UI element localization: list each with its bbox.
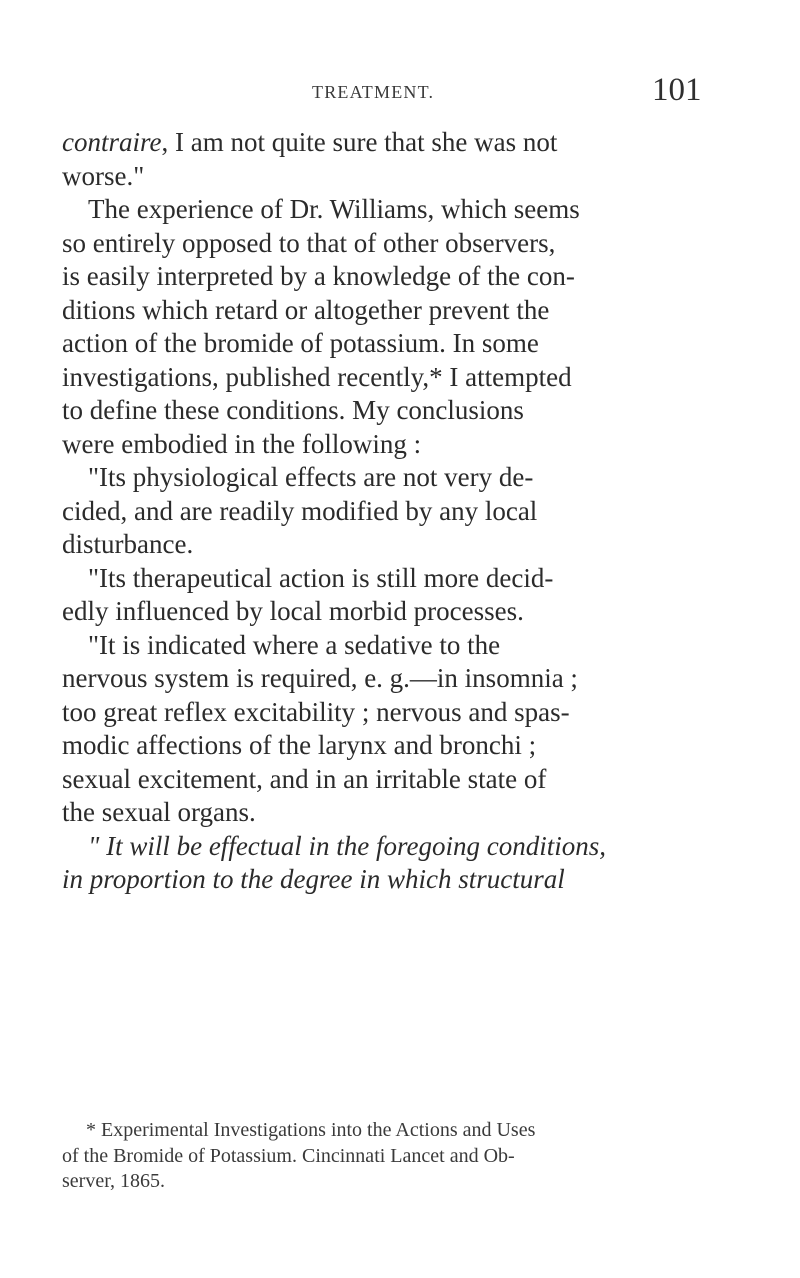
quote-line: nervous system is required, e. g.—in insomnia ; bbox=[62, 663, 578, 693]
running-head: TREATMENT. bbox=[312, 82, 435, 102]
footnote-line: * Experimental Investigations into the Actions and Uses bbox=[86, 1119, 536, 1141]
line-remainder: , I am not quite sure that she was not bbox=[161, 127, 558, 157]
text-line bbox=[62, 126, 718, 160]
quote-line: cided, and are readily modified by any local bbox=[62, 495, 538, 526]
text-line: ditions which retard or altogether prevent the bbox=[62, 294, 550, 325]
quote-line: "It is indicated where a sedative to the bbox=[88, 629, 501, 660]
italic-quote-line: " It will be effectual in the foregoing conditions, bbox=[88, 830, 607, 861]
footnote bbox=[62, 1118, 718, 1195]
quote-line: edly influenced by local morbid processes. bbox=[62, 596, 524, 626]
page-number: 101 bbox=[652, 72, 702, 108]
quote-line: the sexual organs. bbox=[62, 797, 256, 827]
italic-word: contraire bbox=[62, 127, 162, 157]
text-line: to define these conditions. My conclusions bbox=[62, 395, 524, 425]
quote-line: disturbance. bbox=[62, 529, 194, 559]
quote-line: "Its physiological effects are not very de- bbox=[88, 462, 534, 492]
text-line: investigations, published recently,* I attempted bbox=[62, 361, 572, 392]
quote-line: "Its therapeutical action is still more decid- bbox=[88, 562, 554, 593]
text-line: action of the bromide of potassium. In some bbox=[62, 328, 539, 358]
text-line: is easily interpreted by a knowledge of the con- bbox=[62, 261, 575, 291]
quote-line: sexual excitement, and in an irritable state of bbox=[62, 763, 547, 794]
text-line: worse." bbox=[62, 160, 145, 191]
quote-line: modic affections of the larynx and bronchi ; bbox=[62, 730, 537, 760]
text-line: were embodied in the following : bbox=[62, 428, 422, 459]
text-line: so entirely opposed to that of other observers, bbox=[62, 227, 556, 258]
footnote-line: of the Bromide of Potassium. Cincinnati Lancet and Ob- bbox=[62, 1144, 515, 1167]
text-line: The experience of Dr. Williams, which seems bbox=[88, 194, 580, 224]
italic-quote-line: in proportion to the degree in which structural bbox=[62, 864, 565, 894]
footnote-line: server, 1865. bbox=[62, 1170, 166, 1192]
quote-line: too great reflex excitability ; nervous and spas- bbox=[62, 696, 570, 727]
body-text bbox=[62, 126, 718, 897]
